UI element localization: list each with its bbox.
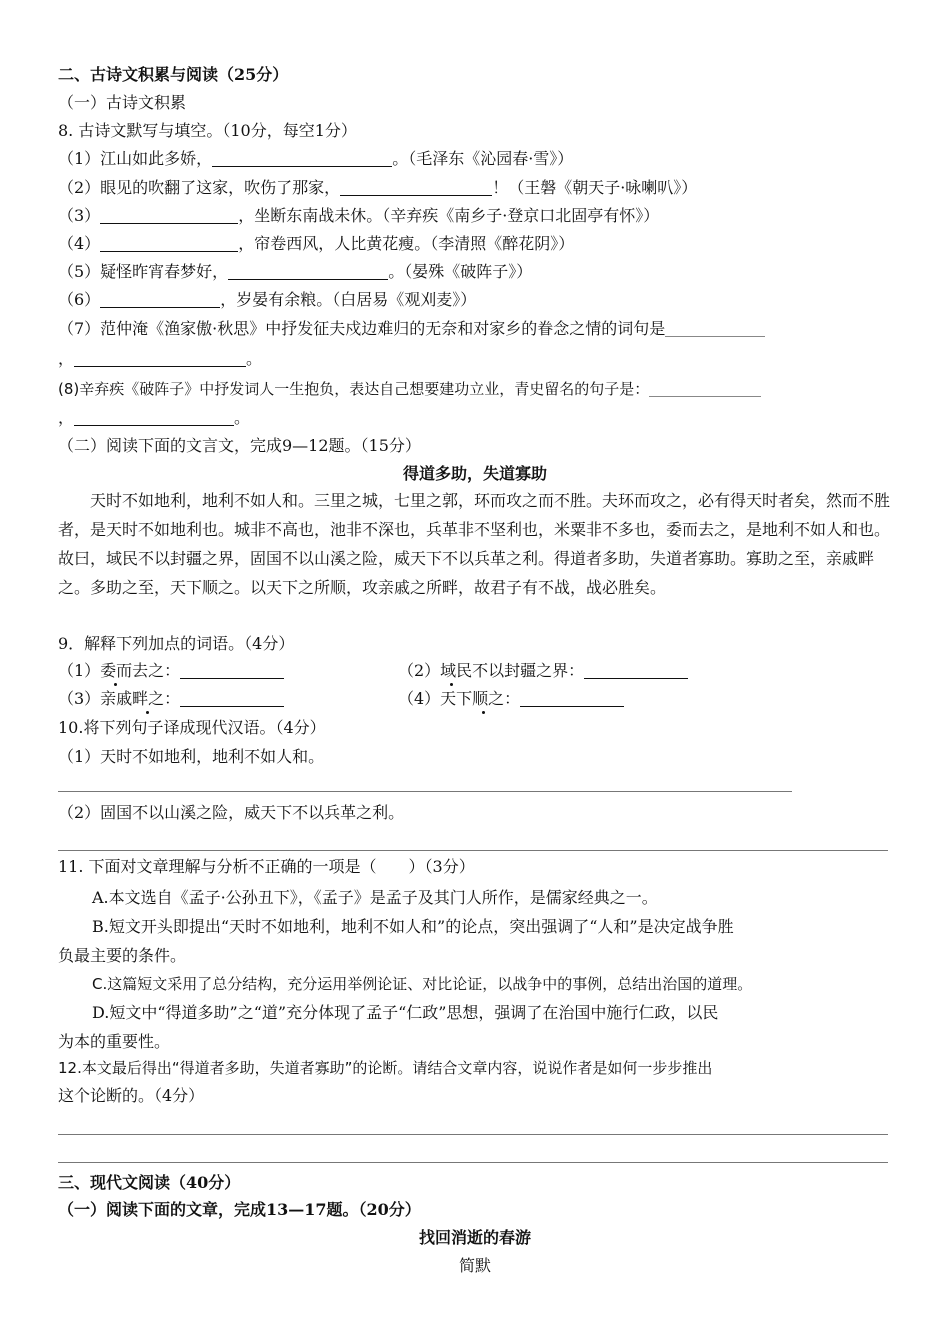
answer-blank[interactable] — [649, 380, 761, 397]
section-title: 二、古诗文积累与阅读（25分） — [58, 65, 289, 84]
emphasis-dot — [139, 708, 155, 709]
q9-item-2: （2）域民不以封疆之界： — [398, 660, 688, 682]
emphasis-dot — [475, 708, 491, 709]
q10-item-2: （2）固国不以山溪之险，威天下不以兵革之利。 — [58, 803, 405, 822]
answer-blank[interactable] — [180, 662, 284, 679]
q11-option-a: A.本文选自《孟子·公孙丑下》，《孟子》是孟子及其门人所作，是儒家经典之一。 — [92, 888, 658, 907]
q8-item-4: （4） ，帘卷西风，人比黄花瘦。（李清照《醉花阴》） — [58, 234, 575, 253]
q8-item-5: （5）疑怪昨宵春梦好， 。（晏殊《破阵子》） — [58, 262, 533, 281]
q11-option-c: C.这篇短文采用了总分结构，充分运用举例论证、对比论证，以战争中的事例，总结出治国的道理。 — [92, 975, 753, 993]
q9-item-3: （3）亲戚畔之： — [58, 688, 284, 710]
question-11-title: 11. 下面对文章理解与分析不正确的一项是（ ）（3分） — [58, 857, 475, 876]
q8-item-1: （1）江山如此多娇， 。（毛泽东《沁园春·雪》） — [58, 149, 574, 168]
answer-blank[interactable] — [212, 150, 392, 167]
q11-option-b: B.短文开头即提出“天时不如地利，地利不如人和”的论点，突出强调了“人和”是决定战争胜 — [92, 917, 734, 936]
q8-item-7-cont: ， 。 — [58, 349, 263, 368]
q11-option-b-cont: 负最主要的条件。 — [58, 946, 187, 965]
subsection-title: （一）阅读下面的文章，完成13—17题。（20分） — [58, 1200, 421, 1219]
section-title: 三、现代文阅读（40分） — [58, 1173, 241, 1192]
q8-item-7: （7）范仲淹《渔家傲·秋思》中抒发征夫戍边难归的无奈和对家乡的眷念之情的词句是 — [58, 318, 765, 340]
q8-item-8-cont: ， 。 — [58, 408, 251, 427]
answer-blank[interactable] — [180, 690, 284, 707]
article-author: 简默 — [458, 1256, 491, 1275]
answer-line[interactable] — [58, 791, 792, 792]
answer-blank[interactable] — [340, 179, 492, 196]
answer-line[interactable] — [58, 850, 888, 851]
answer-blank[interactable] — [520, 690, 624, 707]
answer-blank[interactable] — [584, 662, 688, 679]
emphasis-dot — [443, 680, 459, 681]
answer-blank[interactable] — [74, 350, 246, 367]
article-title: 找回消逝的春游 — [418, 1228, 531, 1247]
answer-blank[interactable] — [665, 320, 765, 337]
question-9-title: 9．解释下列加点的词语。（4分） — [58, 634, 295, 653]
answer-blank[interactable] — [100, 291, 220, 308]
answer-line[interactable] — [58, 1162, 888, 1163]
answer-blank[interactable] — [100, 235, 238, 252]
answer-blank[interactable] — [100, 207, 238, 224]
q9-item-4: （4）天下顺之： — [398, 688, 624, 710]
q8-item-3: （3） ，坐断东南战未休。（辛弃疾《南乡子·登京口北固亭有怀》） — [58, 206, 660, 225]
q8-item-8: (8)辛弃疾《破阵子》中抒发词人一生抱负，表达自己想要建功立业，青史留名的句子是： — [58, 378, 761, 400]
question-8-title: 8. 古诗文默写与填空。（10分，每空1分） — [58, 121, 357, 140]
q8-item-2: （2）眼见的吹翻了这家，吹伤了那家， ！（王磐《朝天子·咏喇叭》） — [58, 178, 698, 197]
question-10-title: 10.将下列句子译成现代汉语。（4分） — [58, 718, 326, 737]
answer-blank[interactable] — [74, 409, 234, 426]
answer-line[interactable] — [58, 1134, 888, 1135]
q10-item-1: （1）天时不如地利，地利不如人和。 — [58, 747, 325, 766]
q11-option-d-cont: 为本的重要性。 — [58, 1032, 171, 1051]
q8-item-6: （6） ，岁晏有余粮。（白居易《观刈麦》） — [58, 290, 477, 309]
answer-blank[interactable] — [228, 263, 388, 280]
emphasis-dot — [107, 680, 123, 681]
classical-passage: 天时不如地利，地利不如人和。三里之城，七里之郭，环而攻之而不胜。夫环而攻之，必有得天时者矣，然而不胜者，是天时不如地利也。城非不高也，池非不深也，兵革非不坚利也，米粟非不多也，委而去之，是地利不如人和也。故曰，域民不以封疆之界，固国不以山溪之险，威天下不以兵革之利。得道者多助，失道者寡助。寡助之至，亲戚畔之。多助之至，天下顺之。以天下之所顺，攻亲戚之所畔，故君子有不战，战必胜矣。 — [58, 491, 891, 597]
subsection-title: （二）阅读下面的文言文，完成9—12题。（15分） — [58, 436, 421, 455]
q11-option-d: D.短文中“得道多助”之“道”充分体现了孟子“仁政”思想，强调了在治国中施行仁政，以民 — [92, 1003, 719, 1022]
q9-item-1: （1）委而去之： — [58, 660, 284, 682]
passage-title: 得道多助，失道寡助 — [402, 464, 547, 483]
subsection-title: （一）古诗文积累 — [58, 93, 187, 112]
question-12-line-2: 这个论断的。（4分） — [58, 1086, 205, 1105]
question-12-line-1: 12.本文最后得出“得道者多助，失道者寡助”的论断。请结合文章内容，说说作者是如何一步步推出 — [58, 1059, 713, 1077]
